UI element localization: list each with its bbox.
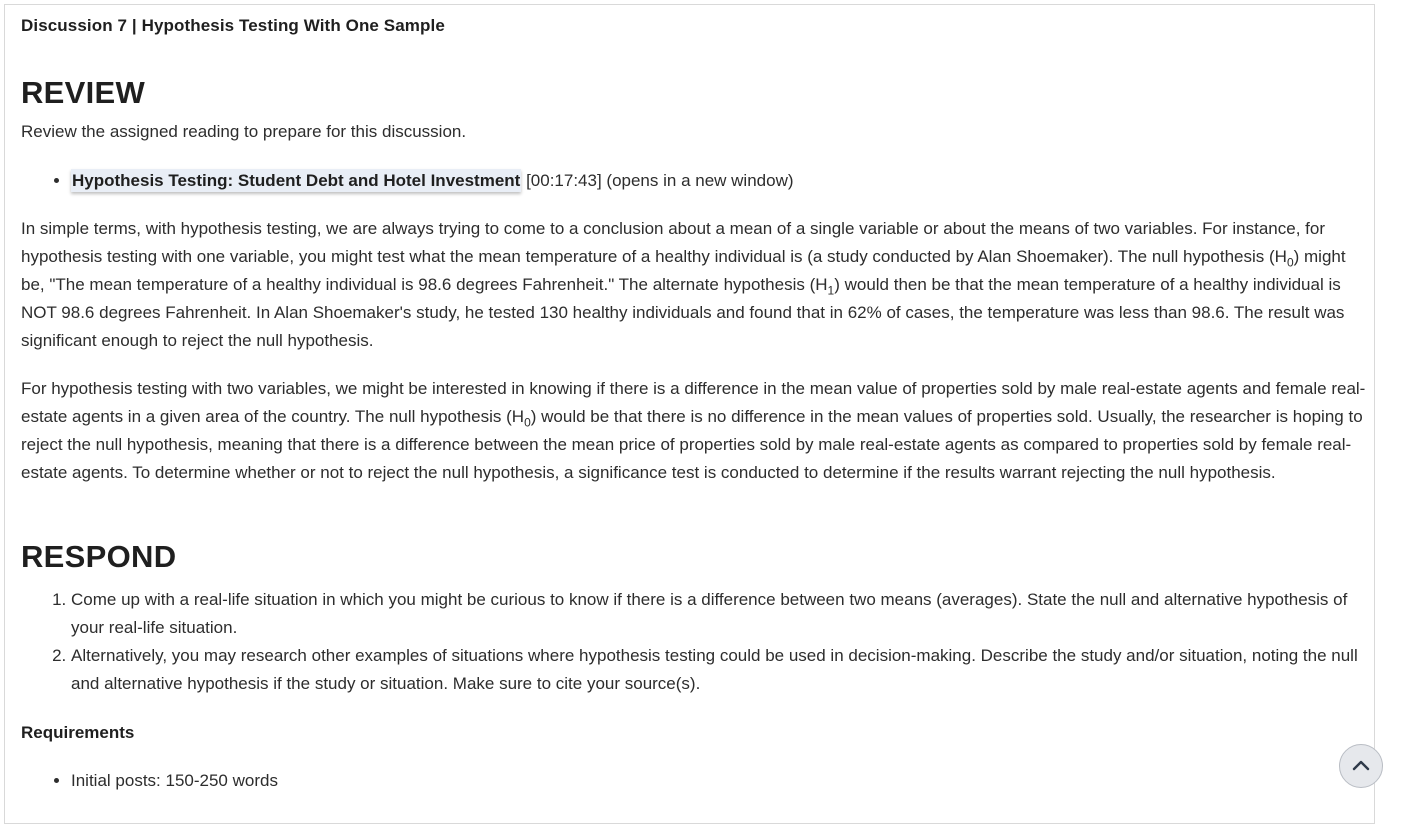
- respond-item-2: 2. Alternatively, you may research other examples of situations where hypothesis testing could be used in decision-making. Describe the study and/or situation, noting the null and alternative hypothesis if the study or situation. Make sure to cite your source(s).: [71, 642, 1366, 698]
- review-intro: Review the assigned reading to prepare for this discussion.: [21, 122, 467, 141]
- discussion-panel: [4, 4, 1375, 824]
- reading-list: [21, 167, 794, 195]
- requirements-label: Requirements: [21, 723, 135, 742]
- para2-text-a: For hypothesis testing with two variables, we might be interested in knowing if there is a difference in the mean value of properties sold by male real-estate agents and female real-estate agents in a given area of the country. The null hypothesis (H: [21, 379, 1366, 426]
- page-title: Discussion 7 | Hypothesis Testing With One Sample: [21, 16, 445, 35]
- discussion-content: [21, 15, 1366, 790]
- para1-text-b: ) might be, "The mean temperature of a healthy individual is 98.6 degrees Fahrenheit." The alternate hypothesis (H: [21, 247, 1346, 294]
- list-item: [71, 167, 794, 195]
- respond-heading: RESPOND: [21, 539, 177, 574]
- reading-link-suffix: [00:17:43] (opens in a new window): [521, 171, 794, 190]
- reading-link[interactable]: Hypothesis Testing: Student Debt and Hotel Investment: [72, 171, 521, 190]
- review-paragraph-2: [21, 375, 1366, 487]
- para2-text-b: ) would be that there is no difference in the mean values of properties sold. Usually, the researcher is hoping to reject the null hypothesis, meaning that there is a difference between the mean price of properties sold by male real-estate agents as compared to properties sold by female real-estate agents. To determine whether or not to reject the null hypothesis, a significance test is conducted to determine if the results warrant rejecting the null hypothesis.: [21, 407, 1363, 482]
- para1-text-a: In simple terms, with hypothesis testing, we are always trying to come to a conclusion about a mean of a single variable or about the means of two variables. For instance, for hypothesis testing with one variable, you might test what the mean temperature of a healthy individual is (a study conducted by Alan Shoemaker). The null hypothesis (H: [21, 219, 1325, 266]
- review-heading: REVIEW: [21, 75, 146, 110]
- para1-sub-1: 1: [827, 283, 835, 298]
- scroll-to-top-button[interactable]: [1339, 744, 1383, 788]
- review-paragraph-1: [21, 215, 1366, 355]
- respond-list: [21, 586, 1366, 698]
- para1-text-c: ) would then be that the mean temperature of a healthy individual is NOT 98.6 degrees Fahrenheit. In Alan Shoemaker's study, he tested 130 healthy individuals and found that in 62% of cases, the temperature was less than 98.6. The result was significant enough to reject the null hypothesis.: [21, 275, 1345, 350]
- para1-sub-0: 0: [1286, 255, 1294, 270]
- chevron-up-icon: [1351, 756, 1371, 776]
- para2-sub-0: 0: [524, 415, 531, 430]
- respond-item-1: 1. Come up with a real-life situation in which you might be curious to know if there is a difference between two means (averages). State the null and alternative hypothesis of your real-life situation.: [71, 586, 1366, 642]
- requirement-item: • Initial posts: 150-250 words: [71, 767, 278, 795]
- requirements-list: [21, 767, 278, 795]
